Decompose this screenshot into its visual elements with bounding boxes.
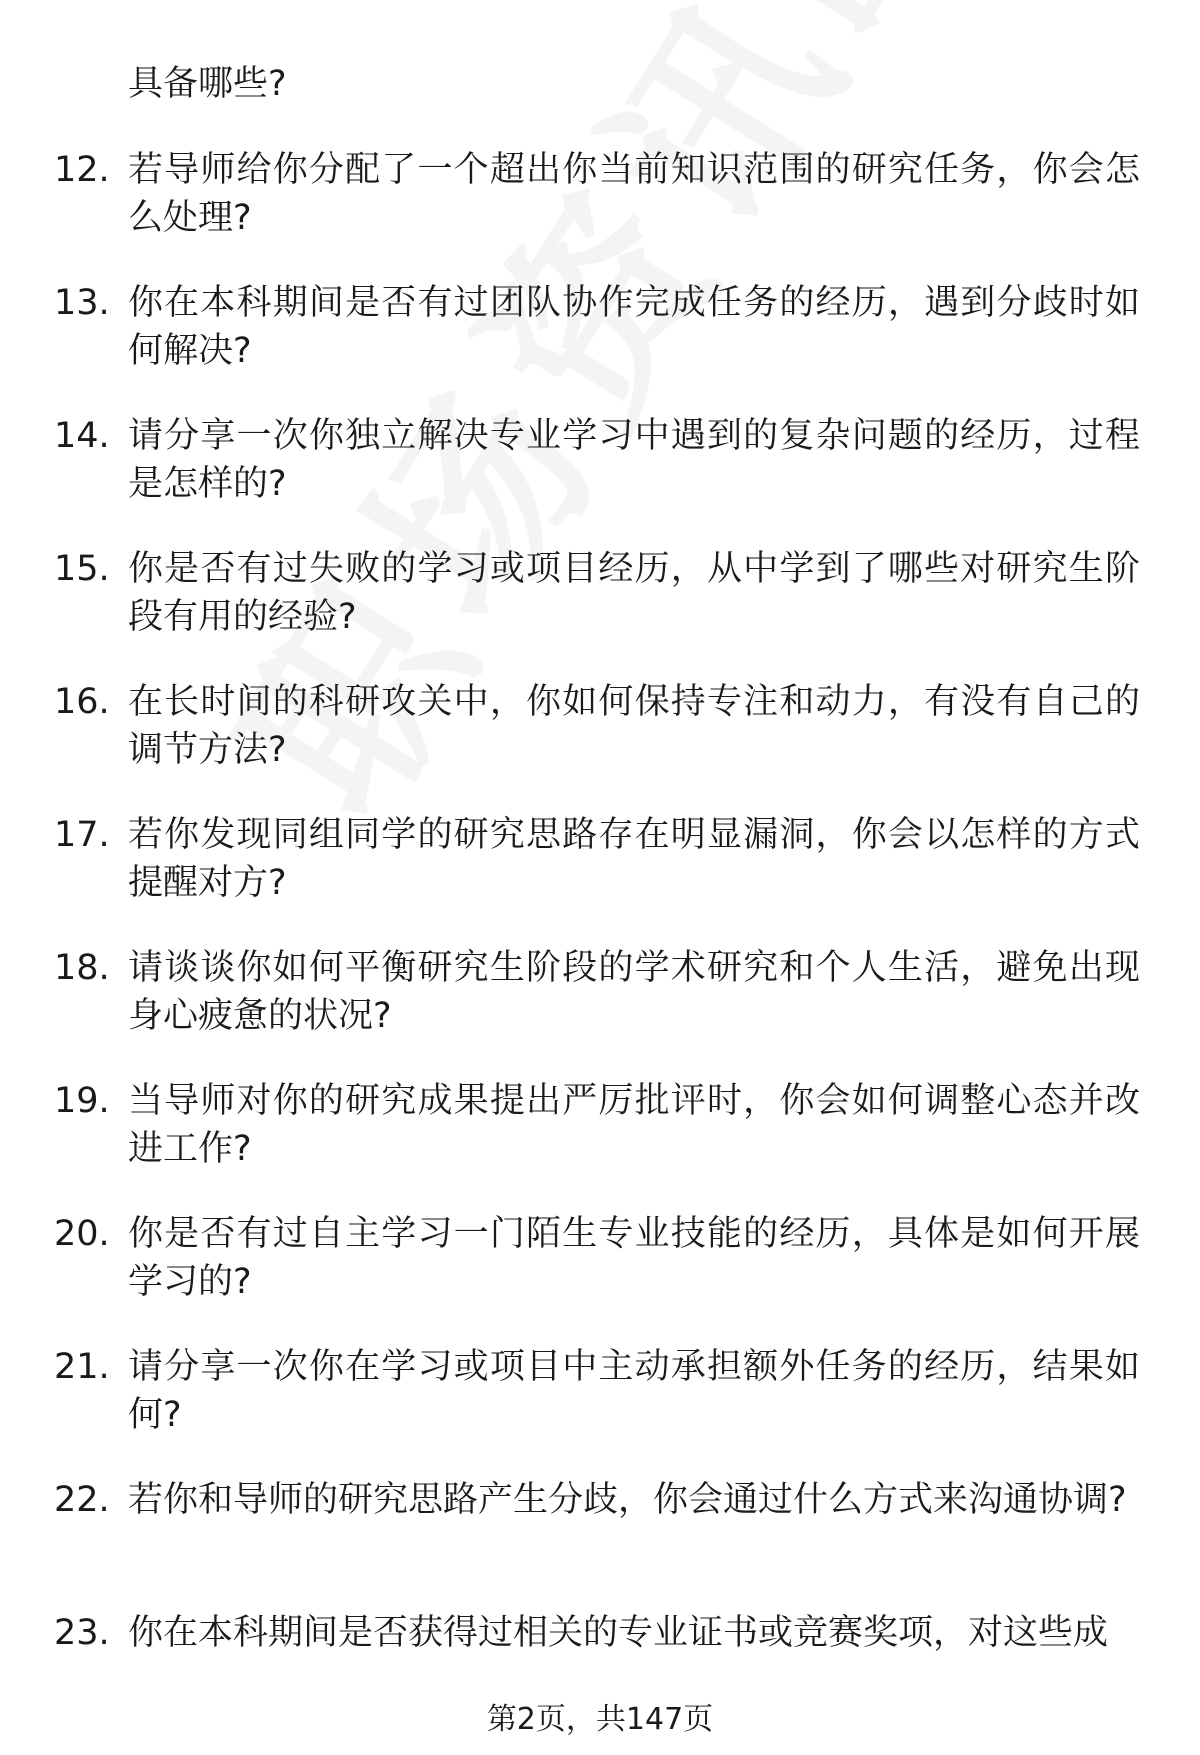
page-footer: 第2页，共147页 — [486, 1702, 714, 1737]
question-item — [0, 279, 1200, 412]
question-number: 12. — [54, 150, 110, 190]
question-item — [0, 1343, 1200, 1476]
question-number: 22. — [54, 1480, 110, 1520]
question-text: 请分享一次你在学习或项目中主动承担额外任务的经历，结果如何? — [128, 1347, 1140, 1435]
question-text: 在长时间的科研攻关中，你如何保持专注和动力，有没有自己的调节方法? — [128, 682, 1140, 770]
question-item — [0, 545, 1200, 678]
question-item — [0, 944, 1200, 1077]
question-number: 21. — [54, 1347, 110, 1387]
question-item — [0, 412, 1200, 545]
question-text: 若导师给你分配了一个超出你当前知识范围的研究任务，你会怎么处理? — [128, 150, 1140, 238]
question-number: 20. — [54, 1214, 110, 1254]
question-number: 14. — [54, 416, 110, 456]
question-text: 若你发现同组同学的研究思路存在明显漏洞，你会以怎样的方式提醒对方? — [128, 815, 1140, 903]
question-item — [0, 1077, 1200, 1210]
question-number: 16. — [54, 682, 110, 722]
question-number: 13. — [54, 283, 110, 323]
question-text: 你在本科期间是否有过团队协作完成任务的经历，遇到分歧时如何解决? — [128, 283, 1140, 371]
question-text: 你是否有过自主学习一门陌生专业技能的经历，具体是如何开展学习的? — [128, 1214, 1140, 1302]
question-item — [0, 811, 1200, 944]
question-text: 你在本科期间是否获得过相关的专业证书或竞赛奖项，对这些成 — [128, 1613, 1109, 1653]
question-item — [0, 146, 1200, 279]
question-text: 请分享一次你独立解决专业学习中遇到的复杂问题的经历，过程是怎样的? — [128, 416, 1140, 504]
question-continuation: 具备哪些? — [128, 64, 287, 104]
question-number: 19. — [54, 1081, 110, 1121]
question-item — [0, 1210, 1200, 1343]
question-number: 18. — [54, 948, 110, 988]
question-text: 请谈谈你如何平衡研究生阶段的学术研究和个人生活，避免出现身心疲惫的状况? — [128, 948, 1140, 1036]
question-item — [0, 1476, 1200, 1609]
question-number: 15. — [54, 549, 110, 589]
question-number: 17. — [54, 815, 110, 855]
question-list — [0, 146, 1200, 1742]
question-text: 若你和导师的研究思路产生分歧，你会通过什么方式来沟通协调? — [128, 1480, 1127, 1520]
question-text: 你是否有过失败的学习或项目经历，从中学到了哪些对研究生阶段有用的经验? — [128, 549, 1140, 637]
question-item — [0, 678, 1200, 811]
question-number: 23. — [54, 1613, 110, 1653]
question-text: 当导师对你的研究成果提出严厉批评时，你会如何调整心态并改进工作? — [128, 1081, 1140, 1169]
